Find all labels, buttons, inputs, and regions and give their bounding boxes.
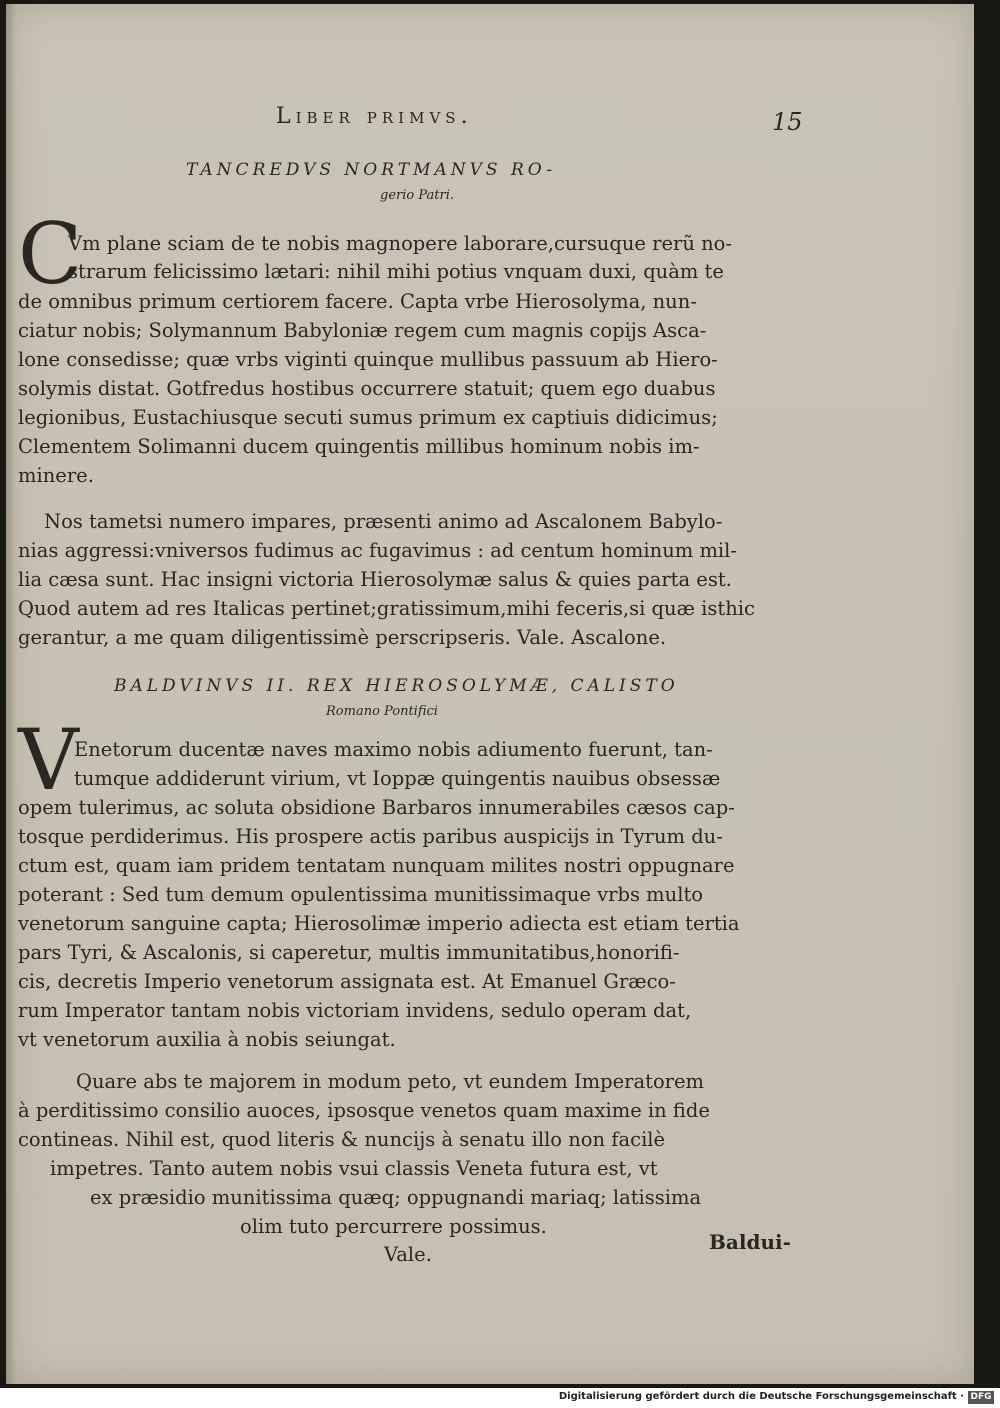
text-line: rum Imperator tantam nobis victoriam invidens, sedulo operam dat, bbox=[18, 999, 692, 1022]
text-line: Clementem Solimanni ducem quingentis millibus hominum nobis im- bbox=[18, 435, 700, 458]
text-line: nias aggressi:vniversos fudimus ac fugavimus : ad centum hominum mil- bbox=[18, 539, 737, 562]
text-line: lone consedisse; quæ vrbs viginti quinque mullibus passuum ab Hiero- bbox=[18, 348, 718, 371]
letter-heading-sub: gerio Patri. bbox=[380, 188, 454, 203]
book-page bbox=[6, 4, 974, 1384]
text-line: Vm plane sciam de te nobis magnopere laborare,cursuque rerũ no- bbox=[68, 232, 732, 255]
text-line: minere. bbox=[18, 464, 94, 487]
text-line: strarum felicissimo lætari: nihil mihi potius vnquam duxi, quàm te bbox=[68, 260, 724, 283]
funding-credit: Digitalisierung gefördert durch die Deutsche Forschungsgemeinschaft · bbox=[558, 1391, 964, 1402]
letter-heading-sub: Romano Pontifici bbox=[326, 704, 438, 719]
text-line: Enetorum ducentæ naves maximo nobis adiumento fuerunt, tan- bbox=[74, 738, 713, 761]
text-line: ex præsidio munitissima quæq; oppugnandi mariaq; latissima bbox=[90, 1186, 702, 1209]
text-line: contineas. Nihil est, quod literis & nuncijs à senatu illo non facilè bbox=[18, 1128, 666, 1151]
running-head: Liber primvs. bbox=[276, 104, 473, 129]
text-line: Quare abs te majorem in modum peto, vt eundem Imperatorem bbox=[76, 1070, 705, 1093]
text-line: tosque perdiderimus. His prospere actis paribus auspicijs in Tyrum du- bbox=[18, 825, 723, 848]
text-line: cis, decretis Imperio venetorum assignata est. At Emanuel Græco- bbox=[18, 970, 676, 993]
text-line: de omnibus primum certiorem facere. Capta vrbe Hierosolyma, nun- bbox=[18, 290, 697, 313]
text-line: à perditissimo consilio auoces, ipsosque venetos quam maxime in fide bbox=[18, 1099, 710, 1122]
text-line: tumque addiderunt virium, vt Ioppæ quingentis nauibus obsessæ bbox=[74, 767, 721, 790]
digitization-footer bbox=[0, 1388, 1000, 1408]
text-line: olim tuto percurrere possimus. bbox=[240, 1215, 547, 1238]
drop-cap: V bbox=[18, 711, 79, 809]
letter-heading: TANCREDVS NORTMANVS RO- bbox=[186, 160, 557, 180]
text-line: poterant : Sed tum demum opulentissima munitissimaque vrbs multo bbox=[18, 883, 704, 906]
text-line: Nos tametsi numero impares, præsenti animo ad Ascalonem Babylo- bbox=[44, 510, 723, 533]
letter-heading: BALDVINVS II. REX HIEROSOLYMÆ, CALISTO bbox=[114, 676, 679, 696]
text-line: legionibus, Eustachiusque secuti sumus primum ex captiuis didicimus; bbox=[18, 406, 718, 429]
text-line: impetres. Tanto autem nobis vsui classis Veneta futura est, vt bbox=[50, 1157, 658, 1180]
page-gutter-shadow bbox=[6, 4, 16, 1384]
text-line: vt venetorum auxilia à nobis seiungat. bbox=[18, 1028, 396, 1051]
text-line: solymis distat. Gotfredus hostibus occurrere statuit; quem ego duabus bbox=[18, 377, 716, 400]
text-line: lia cæsa sunt. Hac insigni victoria Hierosolymæ salus & quies parta est. bbox=[18, 568, 732, 591]
page-number: 15 bbox=[772, 108, 803, 136]
text-line: venetorum sanguine capta; Hierosolimæ imperio adiecta est etiam tertia bbox=[18, 912, 740, 935]
catchword: Baldui- bbox=[709, 1230, 791, 1254]
text-line: pars Tyri, & Ascalonis, si caperetur, multis immunitatibus,honorifi- bbox=[18, 941, 680, 964]
drop-cap: C bbox=[18, 205, 83, 303]
text-line: opem tulerimus, ac soluta obsidione Barbaros innumerabiles cæsos cap- bbox=[18, 796, 735, 819]
closing-line: Vale. bbox=[384, 1243, 432, 1266]
text-line: Quod autem ad res Italicas pertinet;gratissimum,mihi feceris,si quæ isthic bbox=[18, 597, 755, 620]
text-line: gerantur, a me quam diligentissimè perscripseris. Vale. Ascalone. bbox=[18, 626, 667, 649]
dfg-logo-icon: DFG bbox=[968, 1391, 994, 1404]
text-line: ciatur nobis; Solymannum Babyloniæ regem cum magnis copijs Asca- bbox=[18, 319, 707, 342]
text-line: ctum est, quam iam pridem tentatam nunquam milites nostri oppugnare bbox=[18, 854, 735, 877]
